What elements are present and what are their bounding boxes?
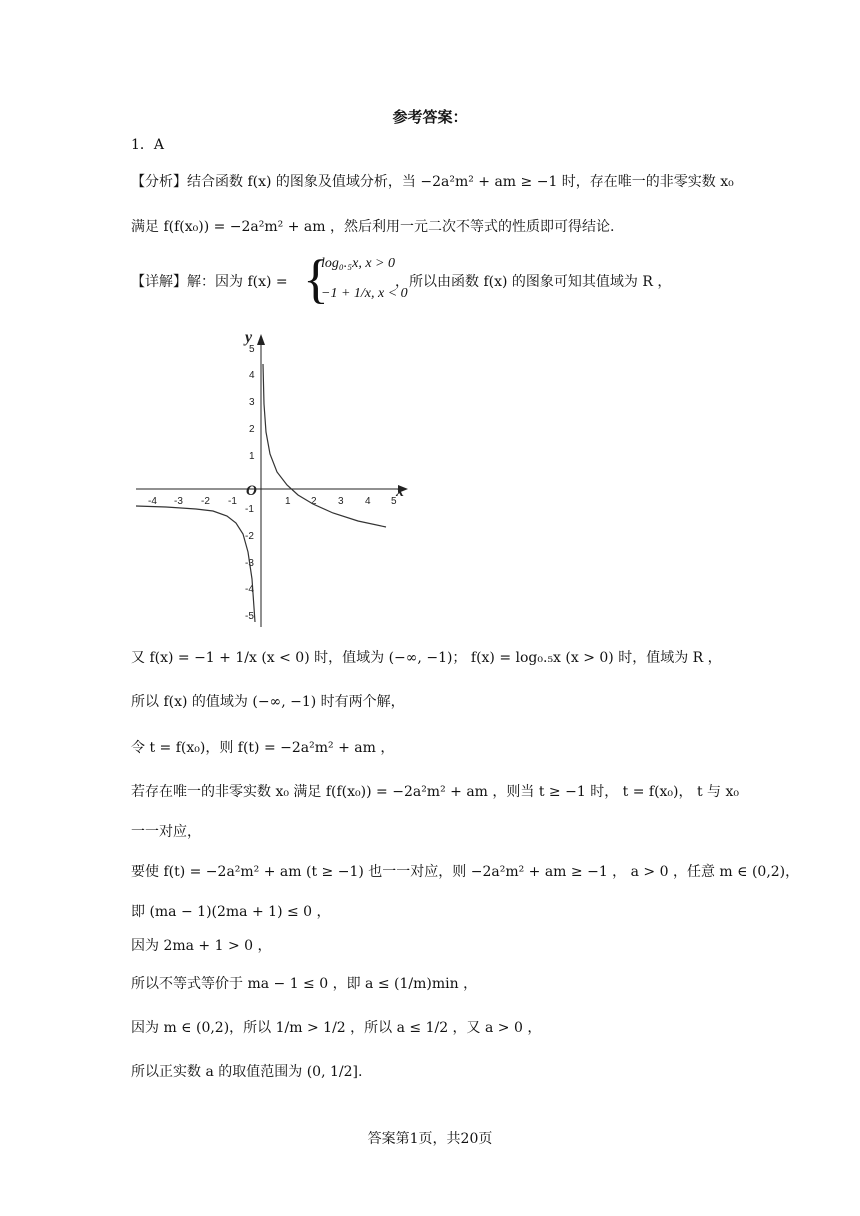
y-tick-label: 4 bbox=[249, 370, 255, 381]
body-line-3: 令 t = f(x₀)，则 f(t) = −2a²m² + am ， bbox=[131, 740, 395, 756]
y-axis-label: y bbox=[245, 329, 253, 346]
page-footer: 答案第1页，共20页 bbox=[367, 1131, 493, 1147]
y-tick-label: 1 bbox=[249, 451, 255, 462]
piecewise-case-1: log₀.₅x, x > 0 bbox=[321, 256, 395, 271]
origin-label: O bbox=[246, 483, 257, 499]
body-line-9: 所以不等式等价于 ma − 1 ≤ 0 ，即 a ≤ (1/m)min ， bbox=[131, 976, 478, 992]
body-line-10: 因为 m ∈ (0,2)，所以 1/m > 1/2 ，所以 a ≤ 1/2 ，又 a > 0 ， bbox=[131, 1020, 542, 1036]
body-line-7: 即 (ma − 1)(2ma + 1) ≤ 0 ， bbox=[131, 904, 331, 920]
y-axis-arrow-icon bbox=[257, 334, 265, 345]
y-tick-label: -3 bbox=[245, 558, 254, 569]
body-line-8: 因为 2ma + 1 > 0 ， bbox=[131, 938, 272, 954]
detail-tail: ，所以由函数 f(x) 的图象可知其值域为 R ， bbox=[395, 274, 672, 290]
y-tick-label: -2 bbox=[245, 531, 254, 542]
piecewise-case-2: −1 + 1/x, x < 0 bbox=[321, 286, 408, 301]
x-tick-label: -2 bbox=[201, 496, 210, 507]
page-title: 参考答案： bbox=[392, 108, 468, 126]
y-tick-label: 2 bbox=[249, 424, 255, 435]
x-tick-label: -4 bbox=[148, 496, 157, 507]
analysis-line-2: 满足 f(f(x₀)) = −2a²m² + am ，然后利用一元二次不等式的性质即可得结论. bbox=[131, 219, 615, 235]
y-tick-label: -4 bbox=[245, 584, 254, 595]
x-tick-label: 5 bbox=[391, 496, 397, 507]
y-tick-label: 3 bbox=[249, 397, 255, 408]
function-graph bbox=[128, 322, 428, 632]
body-line-6: 要使 f(t) = −2a²m² + am (t ≥ −1) 也一一对应，则 −2a²m² + am ≥ −1 ， a > 0 ，任意 m ∈ (0,2)， bbox=[131, 864, 800, 880]
body-line-2: 所以 f(x) 的值域为 (−∞, −1) 时有两个解， bbox=[131, 694, 405, 710]
x-tick-label: 3 bbox=[338, 496, 344, 507]
y-tick-label: -1 bbox=[245, 504, 254, 515]
detail-lead: 【详解】解：因为 f(x) = bbox=[131, 274, 288, 290]
body-line-4: 若存在唯一的非零实数 x₀ 满足 f(f(x₀)) = −2a²m² + am ，则当 t ≥ −1 时， t = f(x₀)， t 与 x₀ bbox=[131, 784, 739, 800]
body-line-11: 所以正实数 a 的取值范围为 (0, 1/2]. bbox=[131, 1064, 363, 1080]
x-axis-label: x bbox=[396, 483, 404, 500]
body-line-1: 又 f(x) = −1 + 1/x (x < 0) 时，值域为 (−∞, −1)； f(x) = log₀.₅x (x > 0) 时，值域为 R ， bbox=[131, 650, 722, 666]
x-tick-label: -3 bbox=[174, 496, 183, 507]
x-tick-label: 1 bbox=[285, 496, 291, 507]
x-tick-label: -1 bbox=[228, 496, 237, 507]
curve-left-branch bbox=[136, 506, 255, 622]
x-tick-label: 4 bbox=[365, 496, 371, 507]
x-tick-label: 2 bbox=[311, 496, 317, 507]
question-number: 1．A bbox=[131, 137, 165, 153]
body-line-5: 一一对应， bbox=[131, 824, 201, 840]
y-tick-label: -5 bbox=[245, 611, 254, 622]
analysis-line-1: 【分析】结合函数 f(x) 的图象及值域分析，当 −2a²m² + am ≥ −1 时，存在唯一的非零实数 x₀ bbox=[131, 174, 734, 190]
brace-symbol: { bbox=[303, 249, 329, 309]
y-tick-label: 5 bbox=[249, 344, 255, 355]
